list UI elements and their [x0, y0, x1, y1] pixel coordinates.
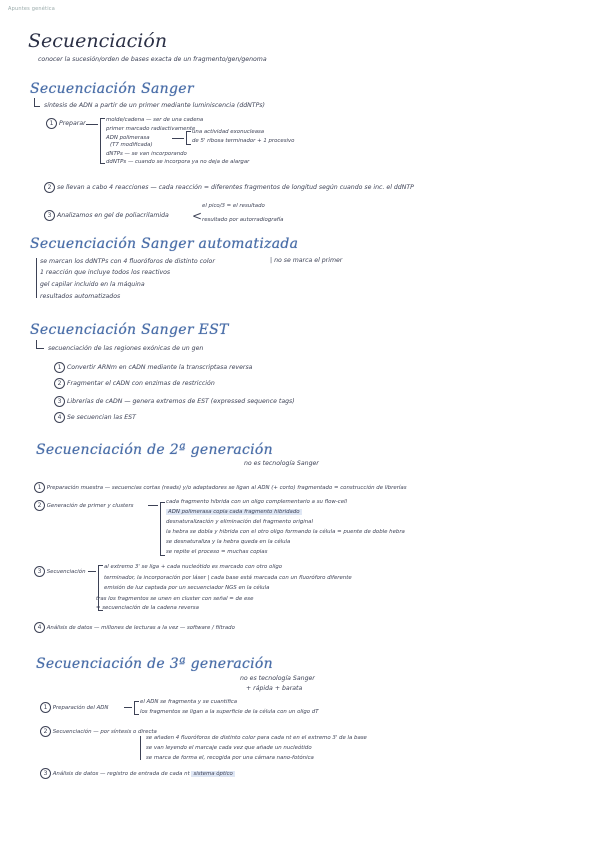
step-text: Secuenciación: [46, 569, 86, 575]
step-text: Secuenciación: [52, 729, 92, 735]
list-item: se repite el proceso = muchas copias: [166, 549, 268, 555]
list-item: 1 reacción que incluye todos los reactivos: [40, 269, 171, 276]
est-intro: secuenciación de las regiones exónicas de un gen: [48, 345, 204, 352]
list-item: el ADN se fragmenta y se cuantifica: [140, 699, 238, 705]
list-item: emisión de luz captada por un secuenciador NGS en la célula: [104, 585, 270, 591]
step-text: Preparación muestra — secuencias cortas (reads) y/o adaptadores se ligan al ADN (+ corto) fragmentado = construcción de librerías: [46, 485, 407, 491]
page-title: Secuenciación: [28, 30, 168, 52]
step-tail: sistema óptico: [193, 771, 233, 777]
page-subtitle: conocer la sucesión/orden de bases exacta de un fragmento/gen/genoma: [38, 56, 267, 63]
step-number: 3: [34, 566, 45, 577]
gen3-heading: Secuenciación de 3ª generación: [36, 656, 273, 672]
auto-note: | no se marca el primer: [270, 257, 343, 264]
step-label: Preparar: [58, 120, 86, 127]
auto-heading: Secuenciación Sanger automatizada: [30, 236, 299, 252]
sanger-heading: Secuenciación Sanger: [30, 81, 194, 97]
step-text: Generación de primer y clusters: [46, 503, 134, 509]
note-text: no se marca el primer: [274, 257, 343, 264]
step-text: Convertir ARNm en cADN mediante la transcriptasa reversa: [66, 364, 253, 371]
est-step: [54, 412, 136, 423]
list-item: gel capilar incluido en la máquina: [40, 281, 145, 288]
sanger-intro: síntesis de ADN a partir de un primer mediante luminiscencia (ddNTPs): [44, 102, 265, 109]
step-mid: por síntesis o directa: [100, 729, 157, 735]
list-item: terminador, la incorporación por láser | cada base está marcada con un fluoróforo diferente: [104, 575, 352, 581]
list-item: primer marcado radiactivamente: [106, 126, 196, 132]
list-item: se marca de forma el, recogida por una cámara nano-fotónica: [146, 755, 314, 761]
step-number: 2: [54, 378, 65, 389]
gen2-step: [34, 500, 134, 511]
list-item: tras los fragmentos se unen en cluster con señal = de ese: [96, 596, 254, 602]
gen3-step: [40, 768, 235, 779]
step-number: 3: [44, 210, 55, 221]
poly-note: de 5' ribosa terminador + 1 procesivo: [192, 138, 295, 144]
step-number: 2: [40, 726, 51, 737]
poly-note: una actividad exonucleasa: [192, 129, 265, 135]
sanger-step1: [46, 118, 86, 129]
step-number: 4: [54, 412, 65, 423]
step-number: 3: [54, 396, 65, 407]
list-item: se desnaturaliza y la hebra queda en la célula: [166, 539, 291, 545]
list-item: ADN polimerasa: [106, 135, 150, 141]
step-number: 3: [40, 768, 51, 779]
header-mark: Apuntes genética: [8, 6, 56, 12]
gen2-step: [34, 566, 86, 577]
gen2-step: [34, 622, 235, 633]
sanger-step2: [44, 182, 414, 193]
step-text: Fragmentar el cADN con enzimas de restricción: [66, 380, 215, 387]
step-number: 1: [34, 482, 45, 493]
list-item: resultados automatizados: [40, 293, 121, 300]
est-heading: Secuenciación Sanger EST: [30, 322, 229, 338]
gen3-step: 2 Secuenciación — por síntesis o directa: [40, 726, 157, 737]
list-item: se van leyendo el marcaje cada vez que añade un nucleótido: [146, 745, 312, 751]
sanger-step3: [44, 210, 169, 221]
list-item: cada fragmento hibrida con un oligo complementario a su flow-cell: [166, 499, 348, 505]
list-item: = secuenciación de la cadena reversa: [96, 605, 199, 611]
branch-item: resultado por autorradiografía: [202, 217, 284, 223]
branch-item: el pico/3 = el resultado: [202, 203, 265, 209]
list-item: se añaden 4 fluoróforos de distinto color para cada nt en el extremo 3' de la base: [146, 735, 367, 741]
list-item: los fragmentos se ligan a la superficie de la célula con un oligo dT: [140, 709, 319, 715]
est-step: [54, 378, 215, 389]
list-item: se marcan los ddNTPs con 4 fluoróforos de distinto color: [40, 258, 215, 265]
step-text: Analizamos en gel de poliacrilamida: [56, 212, 169, 219]
step-number: 2: [44, 182, 55, 193]
gen2-tech: no es tecnología Sanger: [244, 460, 319, 467]
gen3-tech2: + rápida + barata: [246, 685, 303, 692]
list-item: al extremo 3' se liga + cada nucleótido es marcado con otro oligo: [104, 564, 283, 570]
branch-symbol: <: [192, 209, 203, 223]
gen2-heading: Secuenciación de 2ª generación: [36, 442, 273, 458]
step-text: Análisis de datos — millones de lecturas a la vez — software / filtrado: [46, 625, 235, 631]
list-item-sub: (T7 modificada): [110, 142, 153, 148]
est-step: [54, 362, 252, 373]
step-number: 1: [54, 362, 65, 373]
gen3-tech: no es tecnología Sanger: [240, 675, 315, 682]
step-number: 1: [46, 118, 57, 129]
gen3-step: [40, 702, 108, 713]
step-number: 2: [34, 500, 45, 511]
list-item: ddNTPs — cuando se incorpora ya no deja de alargar: [106, 159, 250, 165]
est-step: [54, 396, 295, 407]
step-number: 4: [34, 622, 45, 633]
list-item: molde/cadena — ser de una cadena: [106, 117, 204, 123]
list-item: ADN polimerasa copia cada fragmento hibridado: [168, 509, 300, 515]
step-number: 1: [40, 702, 51, 713]
step-text: Análisis de datos — registro de entrada de cada nt: [52, 771, 190, 777]
list-item: dNTPs — se van incorporando: [106, 151, 187, 157]
step-text: Se secuencian las EST: [66, 414, 136, 421]
list-item: desnaturalización y eliminación del fragmento original: [166, 519, 313, 525]
step-text: Preparación del ADN: [52, 705, 109, 711]
gen2-step: [34, 482, 407, 493]
step-text: Librerías de cADN — genera extremos de EST (expressed sequence tags): [66, 398, 295, 405]
step-text: se llevan a cabo 4 reacciones — cada reacción = diferentes fragmentos de longitud según cuando se inc. el ddNTP: [56, 184, 414, 191]
list-item: la hebra se dobla y hibrida con el otro oligo formando la célula = puente de doble hebra: [166, 529, 405, 535]
